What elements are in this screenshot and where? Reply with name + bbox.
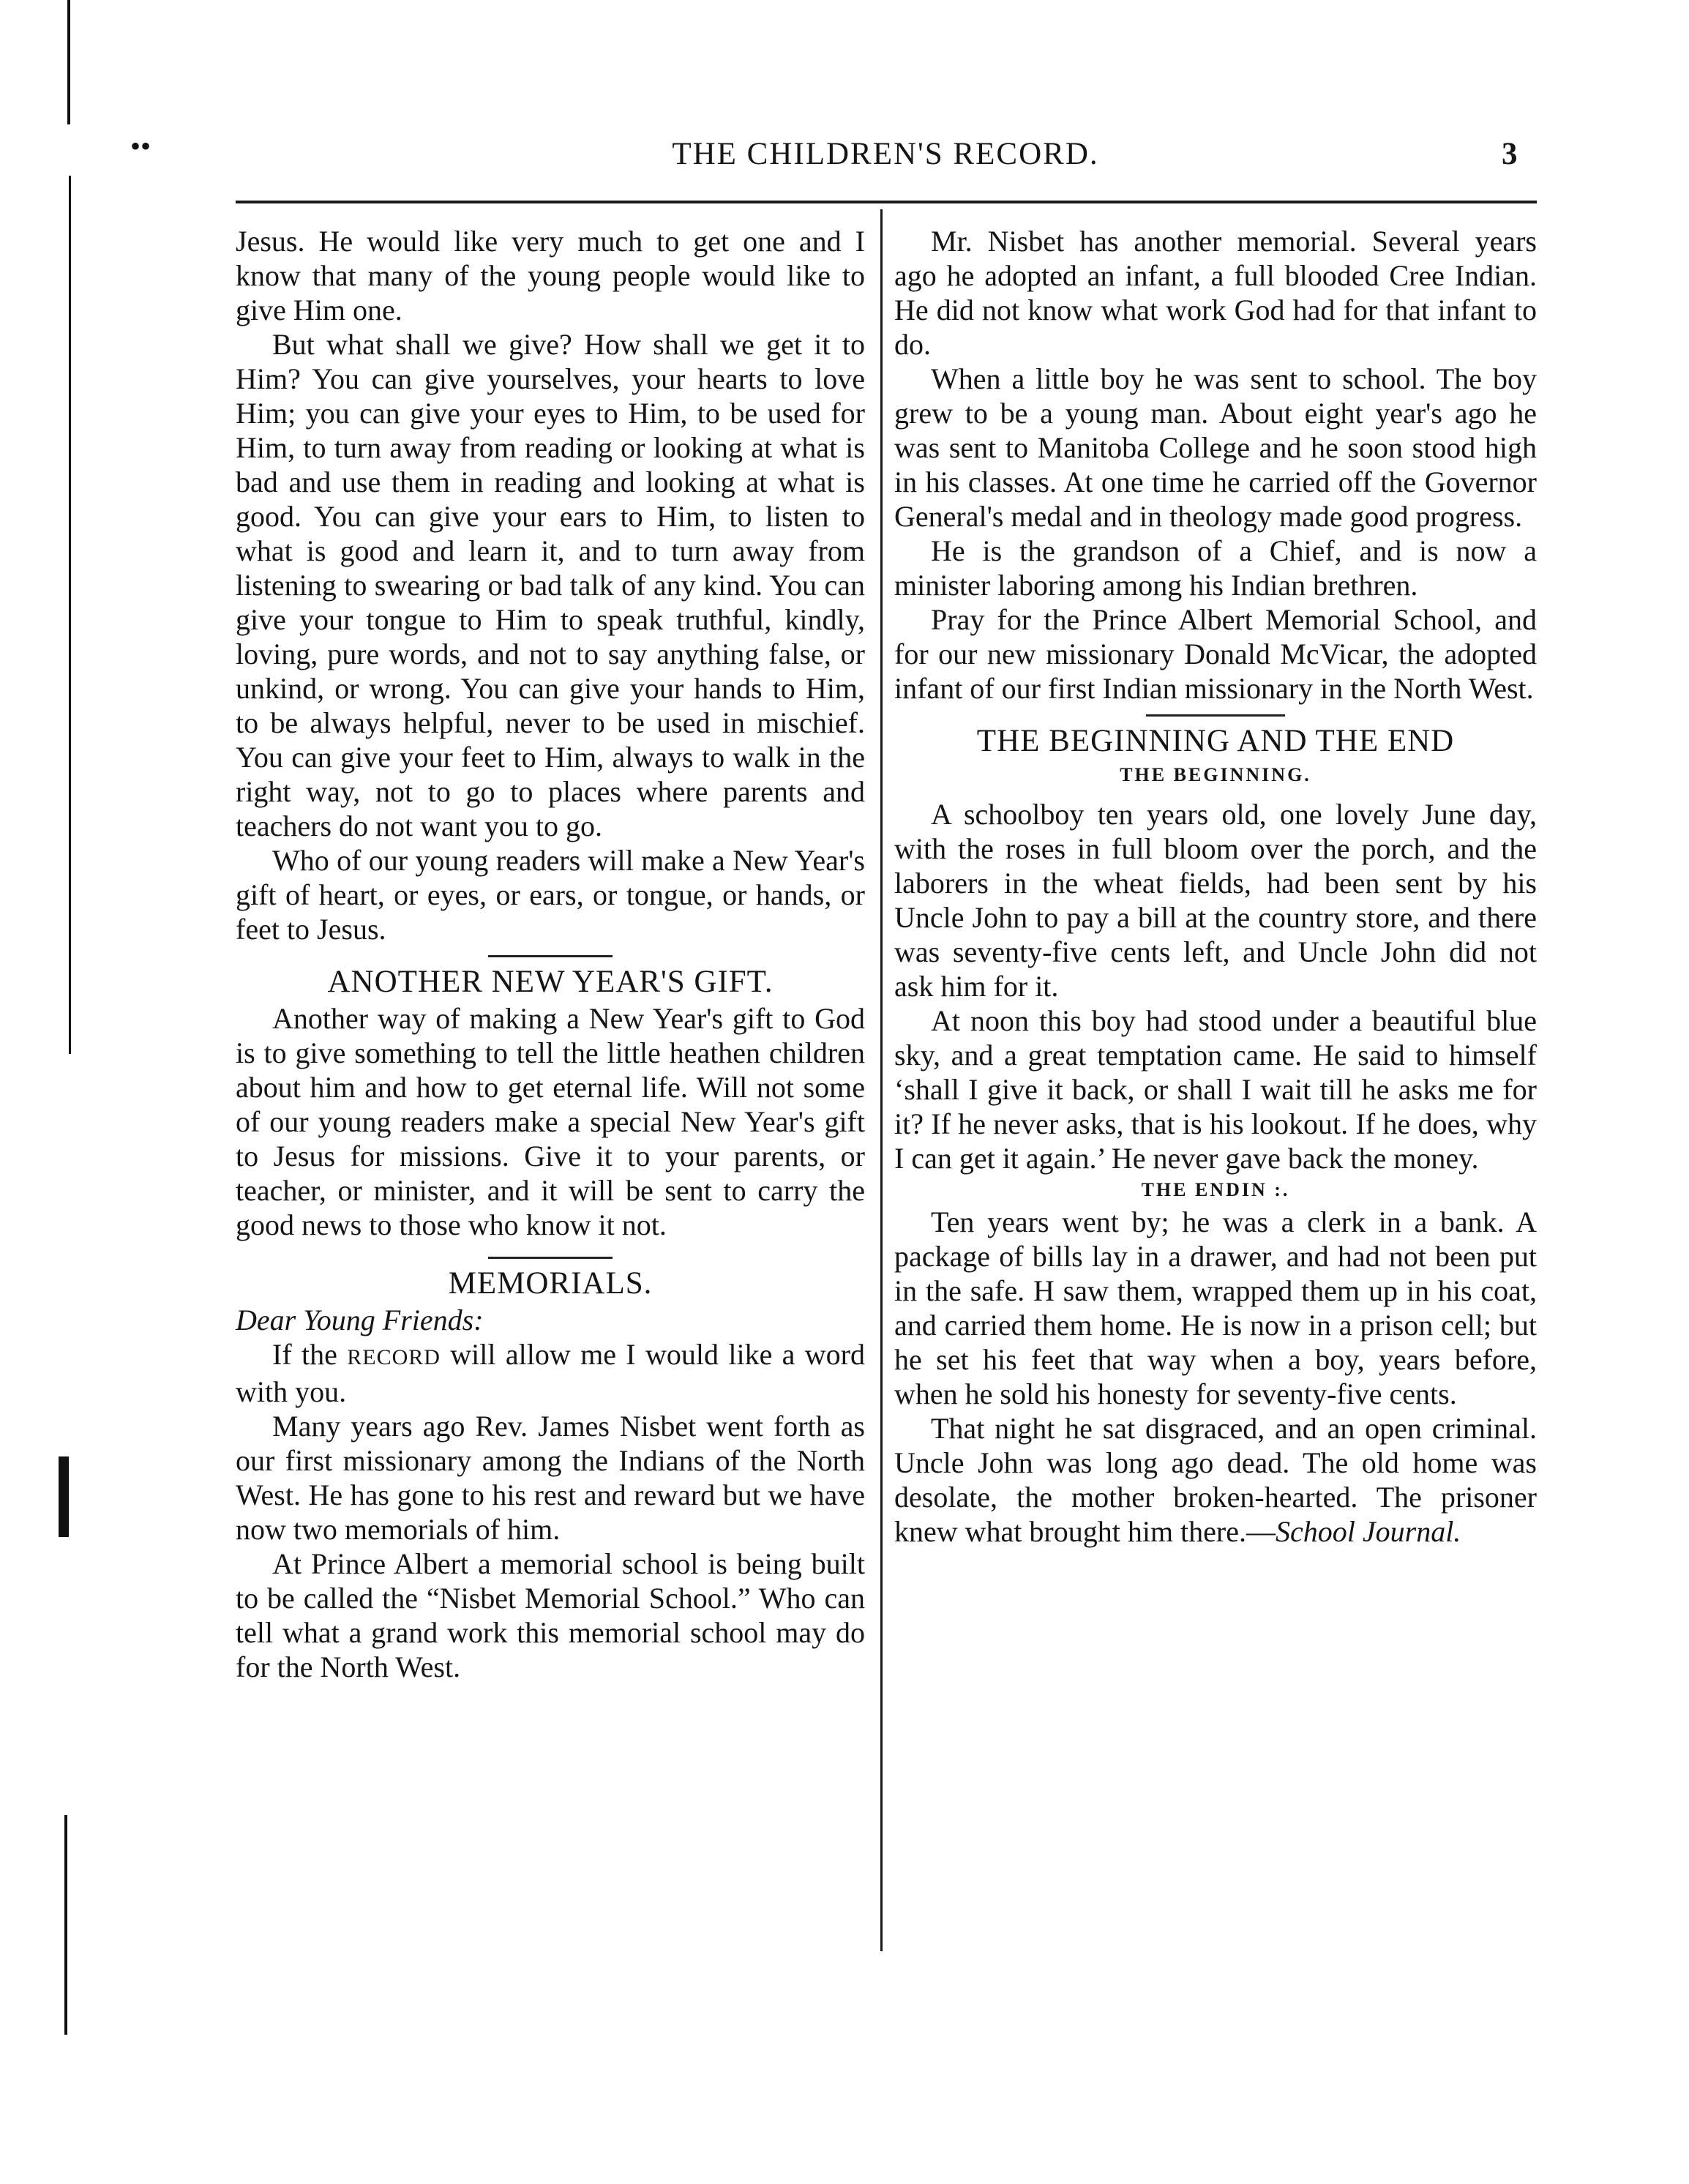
section-title-gift: ANOTHER NEW YEAR'S GIFT. bbox=[327, 965, 774, 999]
body-paragraph: Who of our young readers will make a New Year's gift of heart, or eyes, or ears, or tongue, or hands, or feet to Jesus. bbox=[236, 844, 865, 946]
text-run: will allow me I would like a word with you. bbox=[236, 1338, 865, 1408]
binding-edge-mark bbox=[64, 1815, 67, 2035]
body-paragraph bbox=[236, 1337, 865, 1409]
section-rule bbox=[1146, 714, 1285, 717]
body-paragraph: Jesus. He would like very much to get one and I know that many of the young people would like to give Him one. bbox=[236, 225, 865, 326]
text-run: That night he sat disgraced, and an open criminal. Uncle John was long ago dead. The old home was desolate, the mother broken-hearted. The prisoner knew what brought him there.— bbox=[894, 1412, 1537, 1548]
header-rule bbox=[236, 201, 1537, 203]
body-paragraph: Mr. Nisbet has another memorial. Several years ago he adopted an infant, a full blooded Cree Indian. He did not know what work God had for that infant to do. bbox=[894, 225, 1537, 361]
smallcaps-record: RECORD bbox=[347, 1345, 441, 1369]
body-paragraph: But what shall we give? How shall we get it to Him? You can give yourselves, your hearts to love Him; you can give your eyes to Him, to be used for Him, to turn away from reading or looking at what is bad and use them in reading and looking at what is good. You can give your ears to Him, to listen to what is good and learn it, and to turn away from listening to swearing or bad talk of any kind. You can give your tongue to Him to speak truthful, kindly, loving, pure words, and not to say anything false, or unkind, or wrong. You can give your hands to Him, to be always helpful, never to be used in mischief. You can give your feet to Him, always to walk in the right way, not to go to places where parents and teachers do not want you to go. bbox=[236, 328, 865, 842]
binding-edge-mark bbox=[67, 0, 70, 124]
subhead-end: THE ENDIN :. bbox=[1141, 1179, 1290, 1200]
text-run: If the bbox=[272, 1338, 348, 1371]
body-paragraph: Pray for the Prince Albert Memorial School, and for our new missionary Donald McVicar, the adopted infant of our first Indian missionary in the North West. bbox=[894, 603, 1537, 705]
salutation: Dear Young Friends: bbox=[236, 1304, 484, 1336]
column-divider bbox=[880, 209, 883, 1951]
section-title-memorials: MEMORIALS. bbox=[448, 1266, 653, 1301]
source-credit: School Journal. bbox=[1276, 1515, 1461, 1548]
ink-dots: •• bbox=[130, 130, 151, 162]
body-paragraph: At noon this boy had stood under a beautiful blue sky, and a great temptation came. He said to himself ‘shall I give it back, or shall I wait till he asks me for it? If he never asks, that is his lookout. If he does, why I can get it again.’ He never gave back the money. bbox=[894, 1004, 1537, 1175]
page-number: 3 bbox=[1502, 137, 1518, 171]
section-rule bbox=[488, 1257, 613, 1259]
section-title-story: THE BEGINNING AND THE END bbox=[976, 724, 1455, 758]
body-paragraph: When a little boy he was sent to school. The boy grew to be a young man. About eight year's ago he was sent to Manitoba College and he soon stood high in his classes. At one time he carried off the Governor General's medal and in theology made good progress. bbox=[894, 362, 1537, 533]
body-paragraph: A schoolboy ten years old, one lovely June day, with the roses in full bloom over the porch, and the laborers in the wheat fields, had been sent by his Uncle John to pay a bill at the country store, and there was seventy-five cents left, and Uncle John did not ask him for it. bbox=[894, 798, 1537, 1003]
subhead-beginning: THE BEGINNING. bbox=[1120, 764, 1311, 785]
running-title: THE CHILDREN'S RECORD. bbox=[672, 137, 1099, 171]
body-paragraph: Another way of making a New Year's gift to God is to give something to tell the little heathen children about him and how to get eternal life. Will not some of our young readers make a special New Year's gift to Jesus for missions. Give it to your parents, or teacher, or minister, and it will be sent to carry the good news to those who know it not. bbox=[236, 1002, 865, 1241]
body-paragraph bbox=[894, 1411, 1537, 1549]
right-column bbox=[894, 224, 1537, 1549]
binding-edge-mark bbox=[69, 176, 71, 1054]
body-paragraph: Many years ago Rev. James Nisbet went forth as our first missionary among the Indians of the North West. He has gone to his rest and reward but we have now two memorials of him. bbox=[236, 1410, 865, 1546]
section-rule bbox=[488, 955, 613, 957]
left-column bbox=[236, 224, 865, 1684]
body-paragraph: Ten years went by; he was a clerk in a bank. A package of bills lay in a drawer, and had not been put in the safe. H saw them, wrapped them up in his coat, and carried them home. He is now in a prison cell; but he set his feet that way when a boy, years before, when he sold his honesty for seventy-five cents. bbox=[894, 1205, 1537, 1410]
body-paragraph: At Prince Albert a memorial school is being built to be called the “Nisbet Memorial School.” Who can tell what a grand work this memorial school may do for the North West. bbox=[236, 1547, 865, 1683]
binding-edge-mark bbox=[59, 1456, 69, 1537]
body-paragraph: He is the grandson of a Chief, and is now a minister laboring among his Indian brethren. bbox=[894, 534, 1537, 602]
